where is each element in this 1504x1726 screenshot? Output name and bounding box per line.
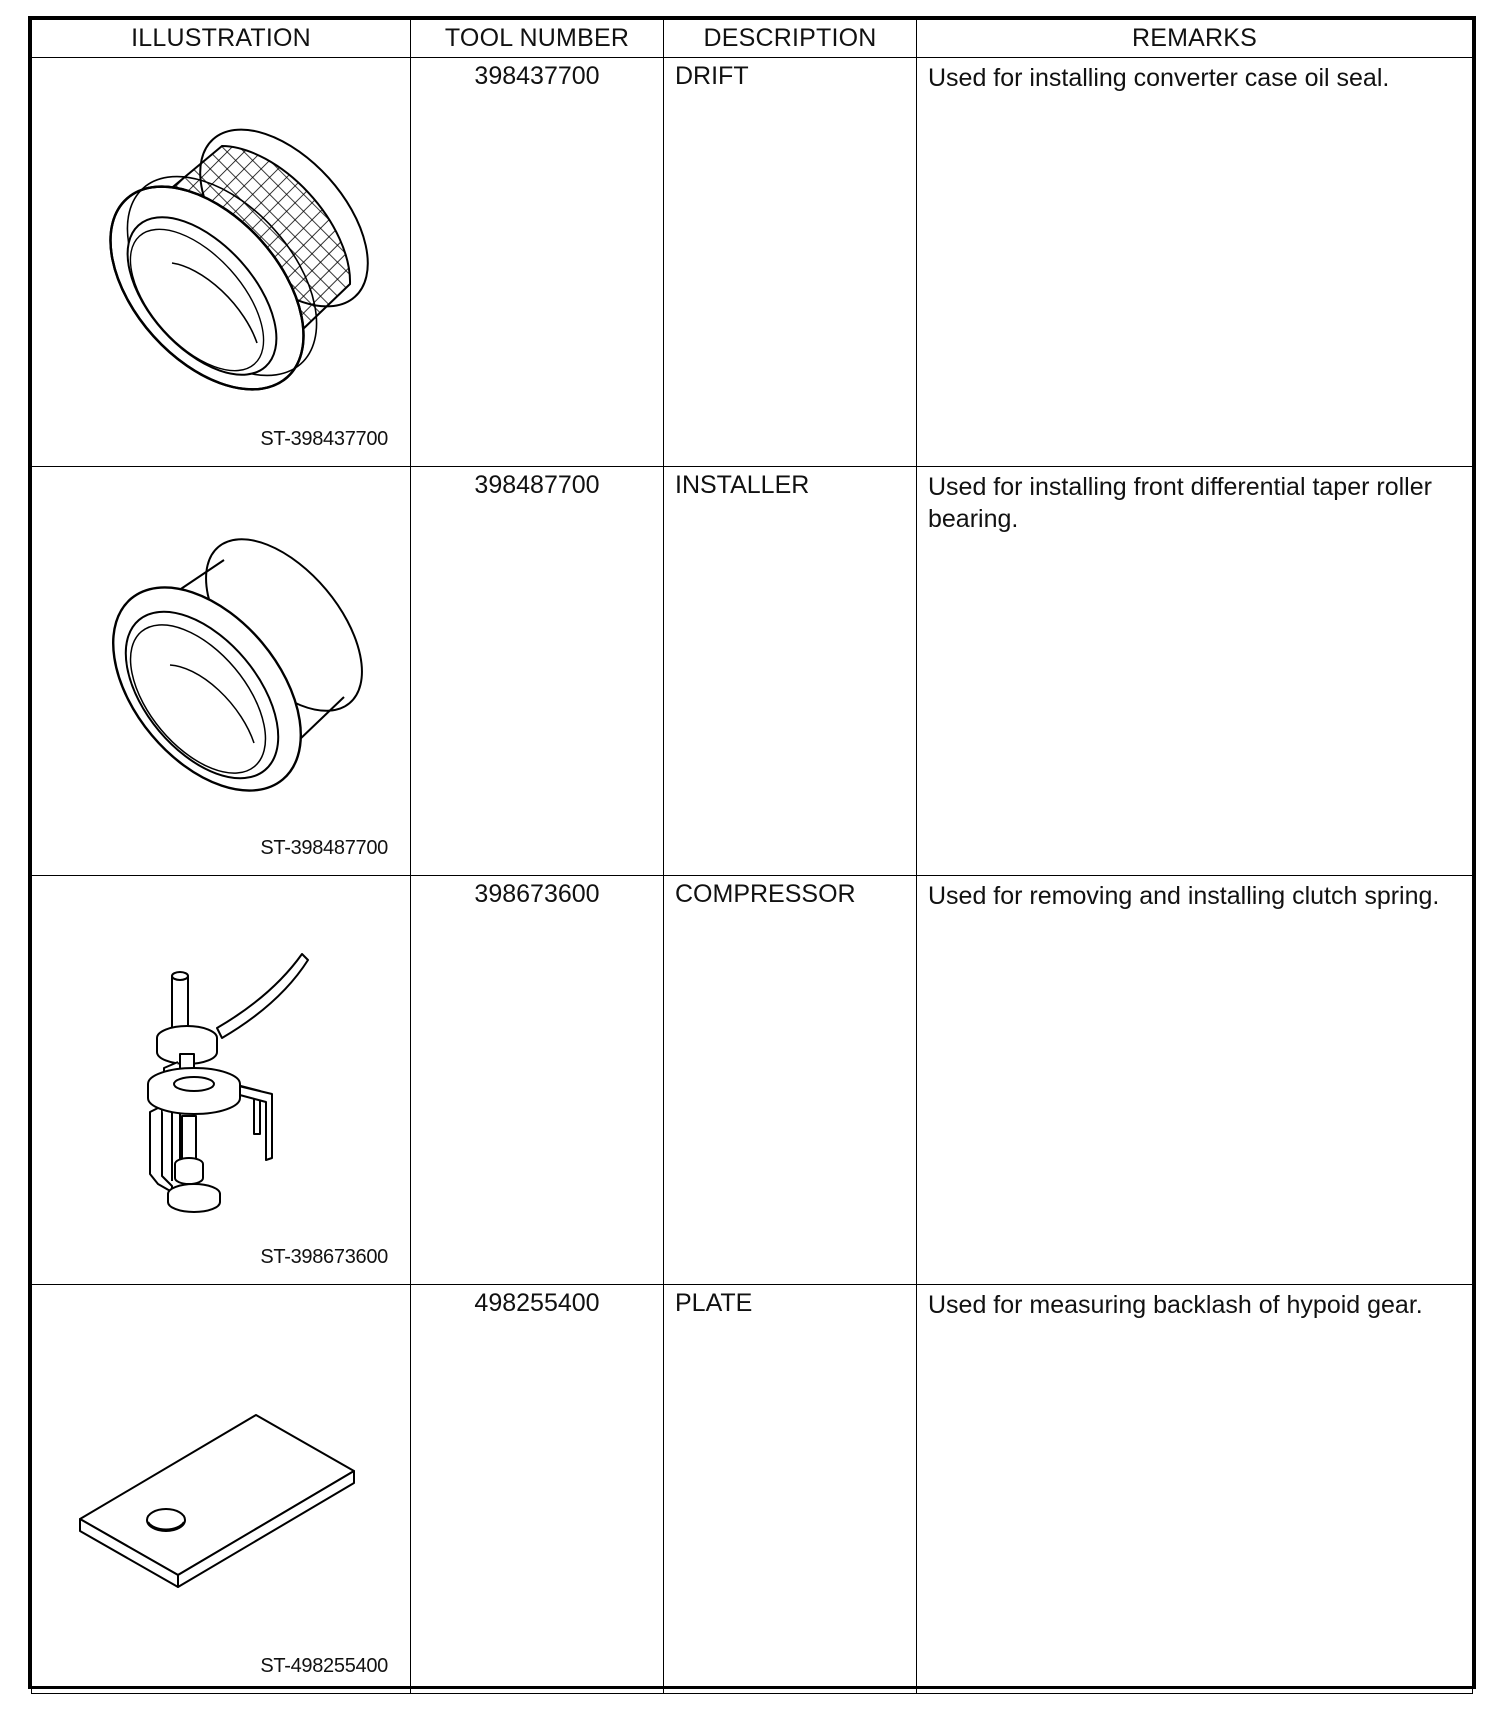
knurled-drift-icon bbox=[32, 58, 411, 465]
special-tools-table-frame bbox=[28, 16, 1476, 1689]
illustration-cell bbox=[32, 467, 411, 876]
tool-number-cell: 498255400 bbox=[411, 1285, 664, 1694]
special-tools-table bbox=[31, 19, 1473, 1694]
illustration-code: ST-498255400 bbox=[260, 1655, 388, 1677]
spring-compressor-icon bbox=[32, 876, 411, 1283]
tool-number-cell: 398673600 bbox=[411, 876, 664, 1285]
table-row bbox=[32, 876, 1473, 1285]
remarks-cell: Used for installing front differential taper roller bearing. bbox=[917, 467, 1473, 876]
table-row bbox=[32, 467, 1473, 876]
header-illustration: ILLUSTRATION bbox=[32, 20, 411, 58]
description-cell: INSTALLER bbox=[664, 467, 917, 876]
illustration-code: ST-398673600 bbox=[260, 1246, 388, 1268]
tool-number-cell: 398487700 bbox=[411, 467, 664, 876]
tool-number-cell: 398437700 bbox=[411, 58, 664, 467]
illustration-code: ST-398437700 bbox=[260, 428, 388, 450]
header-remarks: REMARKS bbox=[917, 20, 1473, 58]
illustration-code: ST-398487700 bbox=[260, 837, 388, 859]
illustration-cell bbox=[32, 1285, 411, 1694]
remarks-cell: Used for installing converter case oil seal. bbox=[917, 58, 1473, 467]
description-cell: PLATE bbox=[664, 1285, 917, 1694]
description-cell: DRIFT bbox=[664, 58, 917, 467]
table-row bbox=[32, 1285, 1473, 1694]
illustration-cell bbox=[32, 876, 411, 1285]
description-cell: COMPRESSOR bbox=[664, 876, 917, 1285]
plate-icon bbox=[32, 1285, 411, 1692]
table-header-row bbox=[32, 20, 1473, 58]
header-tool-number: TOOL NUMBER bbox=[411, 20, 664, 58]
remarks-cell: Used for removing and installing clutch spring. bbox=[917, 876, 1473, 1285]
header-description: DESCRIPTION bbox=[664, 20, 917, 58]
illustration-cell bbox=[32, 58, 411, 467]
installer-ring-icon bbox=[32, 467, 411, 874]
remarks-cell: Used for measuring backlash of hypoid gear. bbox=[917, 1285, 1473, 1694]
table-row bbox=[32, 58, 1473, 467]
